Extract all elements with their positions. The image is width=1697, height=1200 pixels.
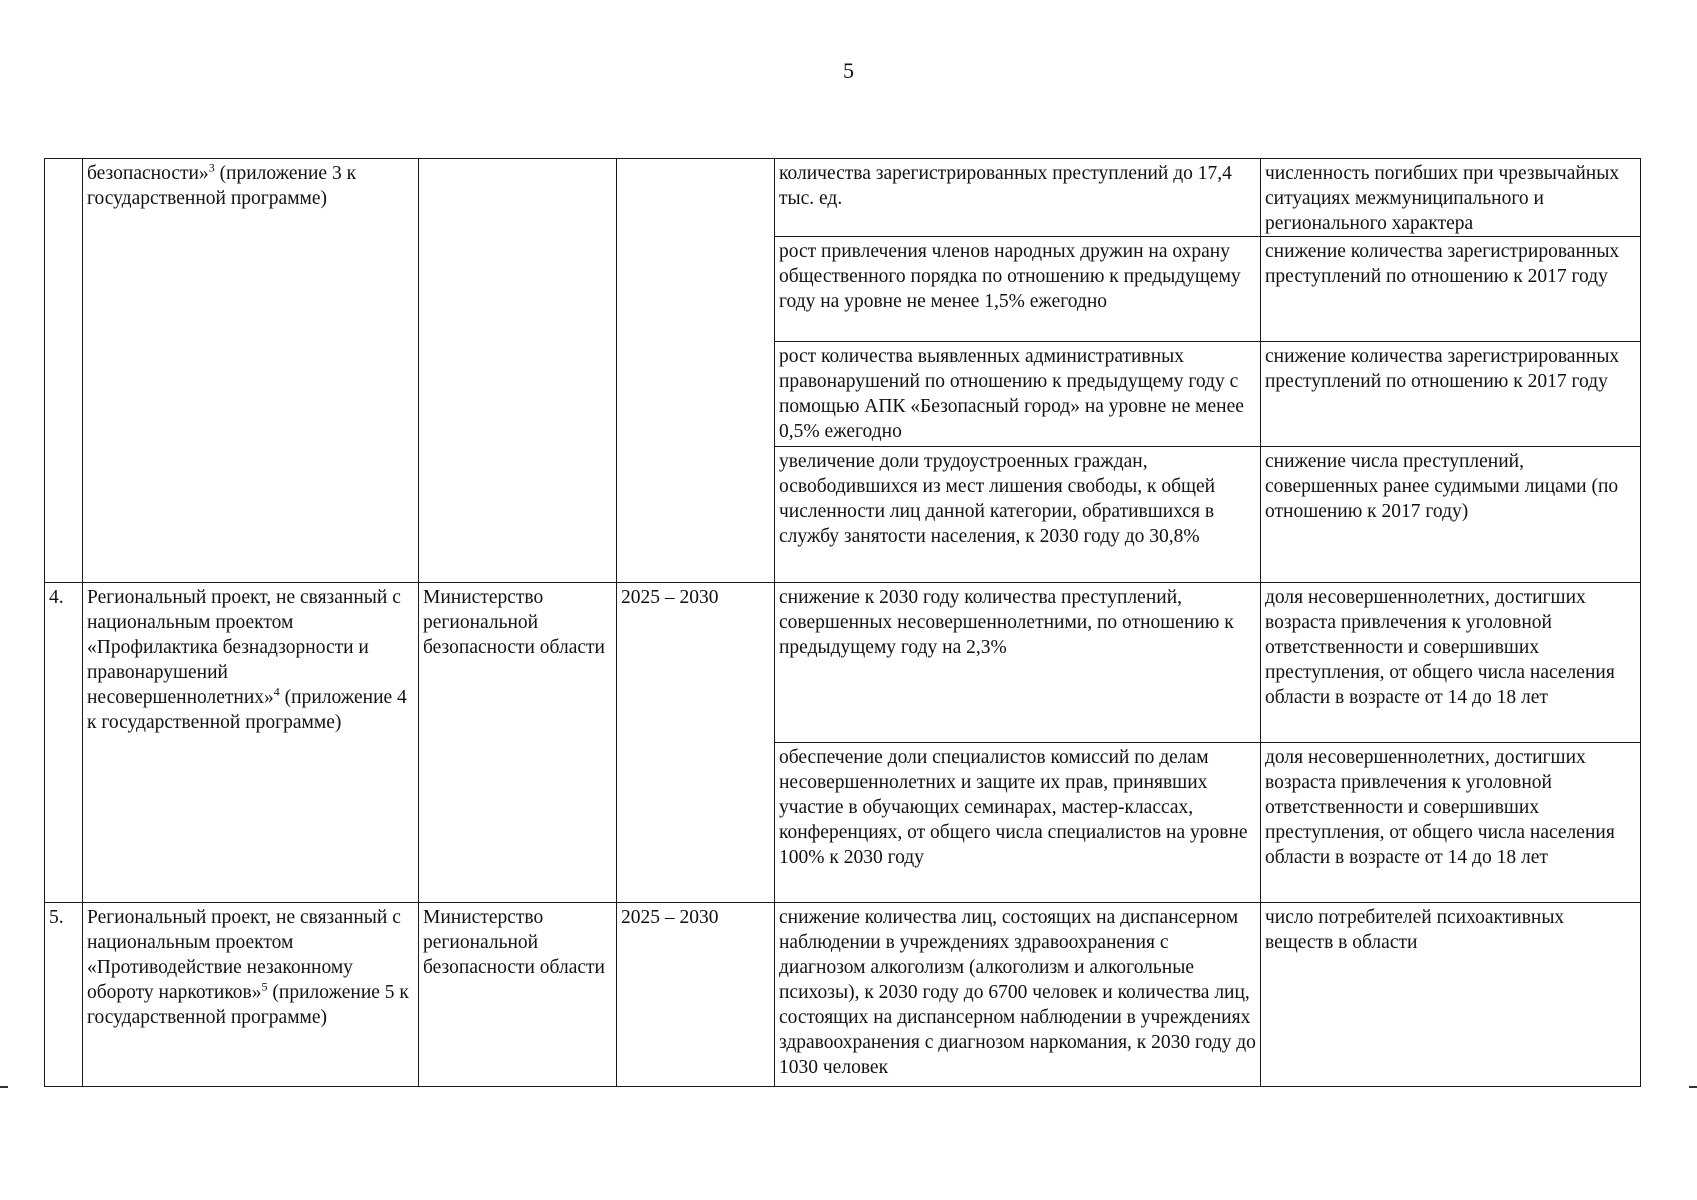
footnote-mark: 3 bbox=[208, 160, 215, 175]
footnote-mark: 4 bbox=[273, 684, 280, 699]
table-row bbox=[45, 583, 1641, 743]
page-number: 5 bbox=[843, 58, 854, 83]
indicator: доля несовершеннолетних, достигших возраста привлечения к уголовной ответственности и совершивших преступления, от общего числа населения области в возрасте от 14 до 18 лет bbox=[1261, 743, 1641, 903]
expected-result: рост количества выявленных административных правонарушений по отношению к предыдущему году с помощью АПК «Безопасный город» на уровне не менее 0,5% ежегодно bbox=[775, 342, 1261, 447]
indicator: снижение количества зарегистрированных преступлений по отношению к 2017 году bbox=[1261, 342, 1641, 447]
scan-edge-mark bbox=[0, 1086, 8, 1088]
expected-result: снижение к 2030 году количества преступлений, совершенных несовершеннолетними, по отношению к предыдущему году на 2,3% bbox=[775, 583, 1261, 743]
row-number: 5. bbox=[45, 903, 83, 1087]
table-row bbox=[45, 903, 1641, 1087]
row-number bbox=[45, 159, 83, 583]
indicator: число потребителей психоактивных веществ в области bbox=[1261, 903, 1641, 1087]
responsible-body: Министерство региональной безопасности области bbox=[419, 903, 617, 1087]
footnote-mark: 5 bbox=[261, 979, 268, 994]
implementation-period bbox=[617, 159, 775, 583]
expected-result: увеличение доли трудоустроенных граждан, освободившихся из мест лишения свободы, к общей численности лиц данной категории, обратившихся в службу занятости населения, к 2030 году до 30,8% bbox=[775, 447, 1261, 583]
indicator: снижение количества зарегистрированных преступлений по отношению к 2017 году bbox=[1261, 237, 1641, 342]
implementation-period: 2025 – 2030 bbox=[617, 903, 775, 1087]
responsible-body: Министерство региональной безопасности области bbox=[419, 583, 617, 903]
responsible-body bbox=[419, 159, 617, 583]
implementation-period: 2025 – 2030 bbox=[617, 583, 775, 903]
expected-result: снижение количества лиц, состоящих на диспансерном наблюдении в учреждениях здравоохранения с диагнозом алкоголизм (алкоголизм и алкогольные психозы), к 2030 году до 6700 человек и количества лиц, состоящих на диспансерном наблюдении в учреждениях здравоохранения с диагнозом наркомания, к 2030 году до 1030 человек bbox=[775, 903, 1261, 1087]
table-row bbox=[45, 159, 1641, 237]
scan-edge-mark bbox=[1689, 1086, 1697, 1088]
program-structure-table bbox=[44, 158, 1641, 1087]
project-name: Региональный проект, не связанный с национальным проектом «Профилактика безнадзорности и правонарушений несовершеннолетних»$^4$ (приложение 4 к государственной программе) bbox=[83, 583, 419, 903]
expected-result: рост привлечения членов народных дружин на охрану общественного порядка по отношению к предыдущему году на уровне не менее 1,5% ежегодно bbox=[775, 237, 1261, 342]
indicator: численность погибших при чрезвычайных ситуациях межмуниципального и регионального характера bbox=[1261, 159, 1641, 237]
indicator: снижение числа преступлений, совершенных ранее судимыми лицами (по отношению к 2017 году) bbox=[1261, 447, 1641, 583]
expected-result: обеспечение доли специалистов комиссий по делам несовершеннолетних и защите их прав, принявших участие в обучающих семинарах, мастер-классах, конференциях, от общего числа специалистов на уровне 100% к 2030 году bbox=[775, 743, 1261, 903]
indicator: доля несовершеннолетних, достигших возраста привлечения к уголовной ответственности и совершивших преступления, от общего числа населения области в возрасте от 14 до 18 лет bbox=[1261, 583, 1641, 743]
project-name: Региональный проект, не связанный с национальным проектом «Противодействие незаконному обороту наркотиков»$^5$ (приложение 5 к государственной программе) bbox=[83, 903, 419, 1087]
expected-result: количества зарегистрированных преступлений до 17,4 тыс. ед. bbox=[775, 159, 1261, 237]
project-name: безопасности»$^3$ (приложение 3 к государственной программе) bbox=[83, 159, 419, 583]
row-number: 4. bbox=[45, 583, 83, 903]
